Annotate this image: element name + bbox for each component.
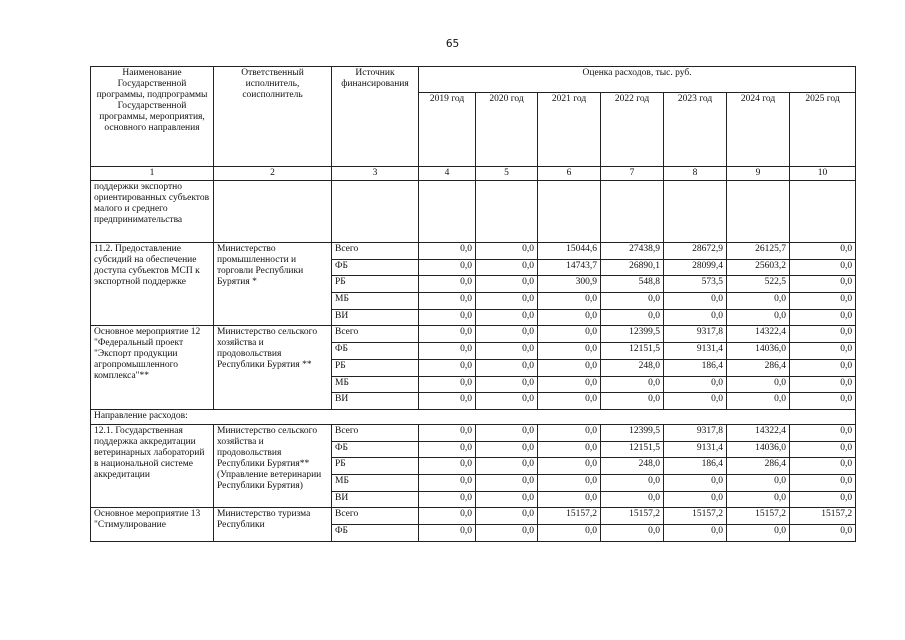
value-cell: 0,0 bbox=[476, 424, 538, 441]
source-cell: ФБ bbox=[332, 259, 419, 276]
year-header: 2023 год bbox=[664, 93, 727, 167]
value-cell: 0,0 bbox=[601, 376, 664, 393]
value-cell: 0,0 bbox=[601, 525, 664, 542]
header-source-cell: Источник финансирования bbox=[332, 67, 419, 167]
value-cell: 12399,5 bbox=[601, 424, 664, 441]
value-cell: 9131,4 bbox=[664, 441, 727, 458]
value-cell: 0,0 bbox=[476, 376, 538, 393]
value-cell: 0,0 bbox=[419, 491, 476, 508]
value-cell: 0,0 bbox=[727, 474, 790, 491]
column-number: 8 bbox=[664, 167, 727, 181]
value-cell: 0,0 bbox=[601, 393, 664, 410]
value-cell: 0,0 bbox=[476, 259, 538, 276]
source-cell: ВИ bbox=[332, 491, 419, 508]
value-cell: 0,0 bbox=[790, 326, 856, 343]
source-cell: Всего bbox=[332, 326, 419, 343]
value-cell: 0,0 bbox=[664, 491, 727, 508]
value-cell: 0,0 bbox=[419, 508, 476, 525]
source-cell: ФБ bbox=[332, 343, 419, 360]
item-name-cell: Основное мероприятие 12 "Федеральный проект "Экспорт продукции агропромышленного комплекса"** bbox=[91, 326, 214, 409]
value-cell: 0,0 bbox=[538, 326, 601, 343]
value-cell: 0,0 bbox=[476, 441, 538, 458]
value-cell: 0,0 bbox=[476, 243, 538, 260]
value-cell: 0,0 bbox=[476, 309, 538, 326]
value-cell: 0,0 bbox=[664, 293, 727, 310]
value-cell: 0,0 bbox=[538, 424, 601, 441]
executor-cell: Министерство сельского хозяйства и продовольствия Республики Бурятия ** bbox=[214, 326, 332, 409]
value-cell: 0,0 bbox=[476, 343, 538, 360]
value-cell: 0,0 bbox=[419, 359, 476, 376]
value-cell: 0,0 bbox=[419, 276, 476, 293]
column-number-row bbox=[91, 167, 856, 181]
value-cell: 0,0 bbox=[790, 474, 856, 491]
value-cell: 0,0 bbox=[476, 276, 538, 293]
value-cell: 0,0 bbox=[476, 491, 538, 508]
executor-cell: Министерство туризма Республики bbox=[214, 508, 332, 541]
source-cell: МБ bbox=[332, 474, 419, 491]
budget-table bbox=[90, 66, 856, 542]
data-row bbox=[91, 326, 856, 343]
value-cell: 0,0 bbox=[664, 376, 727, 393]
value-cell: 0,0 bbox=[790, 441, 856, 458]
source-cell: ФБ bbox=[332, 525, 419, 542]
column-number: 3 bbox=[332, 167, 419, 181]
source-cell: МБ bbox=[332, 293, 419, 310]
value-cell: 0,0 bbox=[664, 309, 727, 326]
value-cell: 0,0 bbox=[538, 359, 601, 376]
executor-cell: Министерство сельского хозяйства и продовольствия Республики Бурятия** (Управление ветеринарии Республики Бурятия) bbox=[214, 424, 332, 507]
source-cell: РБ bbox=[332, 276, 419, 293]
value-cell: 12399,5 bbox=[601, 326, 664, 343]
item-name-cell: Основное мероприятие 13 "Стимулирование bbox=[91, 508, 214, 541]
value-cell: 0,0 bbox=[419, 293, 476, 310]
value-cell: 0,0 bbox=[601, 293, 664, 310]
value-cell: 248,0 bbox=[601, 359, 664, 376]
data-row bbox=[91, 424, 856, 441]
value-cell: 186,4 bbox=[664, 458, 727, 475]
value-cell: 26890,1 bbox=[601, 259, 664, 276]
value-cell: 548,8 bbox=[601, 276, 664, 293]
value-cell: 0,0 bbox=[790, 359, 856, 376]
value-cell: 0,0 bbox=[419, 243, 476, 260]
value-cell: 0,0 bbox=[790, 343, 856, 360]
value-cell: 15157,2 bbox=[790, 508, 856, 525]
value-cell: 0,0 bbox=[538, 458, 601, 475]
value-cell: 0,0 bbox=[790, 293, 856, 310]
value-cell: 0,0 bbox=[476, 525, 538, 542]
value-cell: 14036,0 bbox=[727, 343, 790, 360]
value-cell: 0,0 bbox=[664, 474, 727, 491]
column-number: 5 bbox=[476, 167, 538, 181]
value-cell: 12151,5 bbox=[601, 441, 664, 458]
column-number: 9 bbox=[727, 167, 790, 181]
value-cell: 300,9 bbox=[538, 276, 601, 293]
header-row-top bbox=[91, 67, 856, 93]
value-cell: 0,0 bbox=[419, 393, 476, 410]
value-cell: 0,0 bbox=[664, 525, 727, 542]
value-cell: 15157,2 bbox=[601, 508, 664, 525]
year-header: 2024 год bbox=[727, 93, 790, 167]
value-cell: 573,5 bbox=[664, 276, 727, 293]
continuation-row bbox=[91, 181, 856, 243]
value-cell: 0,0 bbox=[538, 293, 601, 310]
value-cell: 0,0 bbox=[790, 243, 856, 260]
source-cell: РБ bbox=[332, 359, 419, 376]
column-number: 6 bbox=[538, 167, 601, 181]
value-cell: 9131,4 bbox=[664, 343, 727, 360]
value-cell: 0,0 bbox=[538, 393, 601, 410]
column-number: 4 bbox=[419, 167, 476, 181]
year-header: 2022 год bbox=[601, 93, 664, 167]
value-cell: 0,0 bbox=[790, 376, 856, 393]
value-cell: 0,0 bbox=[538, 474, 601, 491]
direction-row bbox=[91, 409, 856, 424]
item-name-cell: 12.1. Государственная поддержка аккредитации ветеринарных лабораторий в национальной системе аккредитации bbox=[91, 424, 214, 507]
value-cell: 0,0 bbox=[790, 525, 856, 542]
source-cell: ФБ bbox=[332, 441, 419, 458]
source-cell: Всего bbox=[332, 243, 419, 260]
value-cell: 14322,4 bbox=[727, 326, 790, 343]
value-cell: 0,0 bbox=[538, 309, 601, 326]
value-cell: 0,0 bbox=[419, 441, 476, 458]
value-cell: 186,4 bbox=[664, 359, 727, 376]
value-cell: 286,4 bbox=[727, 458, 790, 475]
source-cell: Всего bbox=[332, 424, 419, 441]
value-cell: 0,0 bbox=[790, 259, 856, 276]
value-cell: 248,0 bbox=[601, 458, 664, 475]
column-number: 10 bbox=[790, 167, 856, 181]
value-cell: 0,0 bbox=[727, 376, 790, 393]
value-cell: 15157,2 bbox=[727, 508, 790, 525]
value-cell: 286,4 bbox=[727, 359, 790, 376]
year-header: 2019 год bbox=[419, 93, 476, 167]
value-cell: 0,0 bbox=[538, 491, 601, 508]
value-cell: 0,0 bbox=[419, 376, 476, 393]
value-cell: 15044,6 bbox=[538, 243, 601, 260]
header-estimate-cell: Оценка расходов, тыс. руб. bbox=[419, 67, 856, 93]
value-cell: 0,0 bbox=[790, 309, 856, 326]
value-cell: 28099,4 bbox=[664, 259, 727, 276]
value-cell: 0,0 bbox=[538, 441, 601, 458]
value-cell: 14322,4 bbox=[727, 424, 790, 441]
value-cell: 0,0 bbox=[476, 293, 538, 310]
column-number: 1 bbox=[91, 167, 214, 181]
value-cell: 0,0 bbox=[601, 491, 664, 508]
value-cell: 27438,9 bbox=[601, 243, 664, 260]
value-cell: 0,0 bbox=[419, 424, 476, 441]
value-cell: 0,0 bbox=[790, 458, 856, 475]
year-header: 2020 год bbox=[476, 93, 538, 167]
source-cell: ВИ bbox=[332, 309, 419, 326]
value-cell: 0,0 bbox=[419, 309, 476, 326]
value-cell: 0,0 bbox=[790, 424, 856, 441]
value-cell: 0,0 bbox=[538, 376, 601, 393]
continuation-text: поддержки экспортно ориентированных субъектов малого и среднего предпринимательства bbox=[91, 181, 214, 243]
value-cell: 0,0 bbox=[601, 309, 664, 326]
value-cell: 14036,0 bbox=[727, 441, 790, 458]
data-row bbox=[91, 243, 856, 260]
value-cell: 0,0 bbox=[790, 276, 856, 293]
direction-label: Направление расходов: bbox=[91, 409, 856, 424]
value-cell: 0,0 bbox=[790, 491, 856, 508]
value-cell: 9317,8 bbox=[664, 424, 727, 441]
value-cell: 0,0 bbox=[419, 326, 476, 343]
value-cell: 0,0 bbox=[538, 343, 601, 360]
executor-cell: Министерство промышленности и торговли Республики Бурятия * bbox=[214, 243, 332, 326]
value-cell: 0,0 bbox=[419, 474, 476, 491]
value-cell: 15157,2 bbox=[664, 508, 727, 525]
value-cell: 0,0 bbox=[476, 508, 538, 525]
value-cell: 9317,8 bbox=[664, 326, 727, 343]
value-cell: 0,0 bbox=[790, 393, 856, 410]
source-cell: ВИ bbox=[332, 393, 419, 410]
value-cell: 0,0 bbox=[664, 393, 727, 410]
value-cell: 0,0 bbox=[419, 458, 476, 475]
value-cell: 0,0 bbox=[419, 343, 476, 360]
year-header: 2021 год bbox=[538, 93, 601, 167]
item-name-cell: 11.2. Предоставление субсидий на обеспечение доступа субъектов МСП к экспортной поддержке bbox=[91, 243, 214, 326]
value-cell: 0,0 bbox=[419, 259, 476, 276]
value-cell: 0,0 bbox=[476, 326, 538, 343]
source-cell: РБ bbox=[332, 458, 419, 475]
value-cell: 14743,7 bbox=[538, 259, 601, 276]
value-cell: 0,0 bbox=[601, 474, 664, 491]
value-cell: 0,0 bbox=[727, 293, 790, 310]
column-number: 2 bbox=[214, 167, 332, 181]
value-cell: 0,0 bbox=[538, 525, 601, 542]
value-cell: 25603,2 bbox=[727, 259, 790, 276]
table-body bbox=[91, 67, 856, 542]
column-number: 7 bbox=[601, 167, 664, 181]
value-cell: 12151,5 bbox=[601, 343, 664, 360]
header-name-cell: Наименование Государственной программы, подпрограммы Государственной программы, мероприятия, основного направления bbox=[91, 67, 214, 167]
header-executor-cell: Ответственный исполнитель, соисполнитель bbox=[214, 67, 332, 167]
value-cell: 0,0 bbox=[727, 309, 790, 326]
value-cell: 0,0 bbox=[476, 458, 538, 475]
source-cell: МБ bbox=[332, 376, 419, 393]
page-number: 65 bbox=[445, 38, 460, 50]
year-header: 2025 год bbox=[790, 93, 856, 167]
value-cell: 522,5 bbox=[727, 276, 790, 293]
value-cell: 28672,9 bbox=[664, 243, 727, 260]
source-cell: Всего bbox=[332, 508, 419, 525]
value-cell: 0,0 bbox=[727, 393, 790, 410]
value-cell: 0,0 bbox=[476, 474, 538, 491]
value-cell: 0,0 bbox=[727, 525, 790, 542]
value-cell: 0,0 bbox=[476, 359, 538, 376]
value-cell: 0,0 bbox=[476, 393, 538, 410]
data-row bbox=[91, 508, 856, 525]
value-cell: 26125,7 bbox=[727, 243, 790, 260]
value-cell: 0,0 bbox=[419, 525, 476, 542]
value-cell: 0,0 bbox=[727, 491, 790, 508]
value-cell: 15157,2 bbox=[538, 508, 601, 525]
